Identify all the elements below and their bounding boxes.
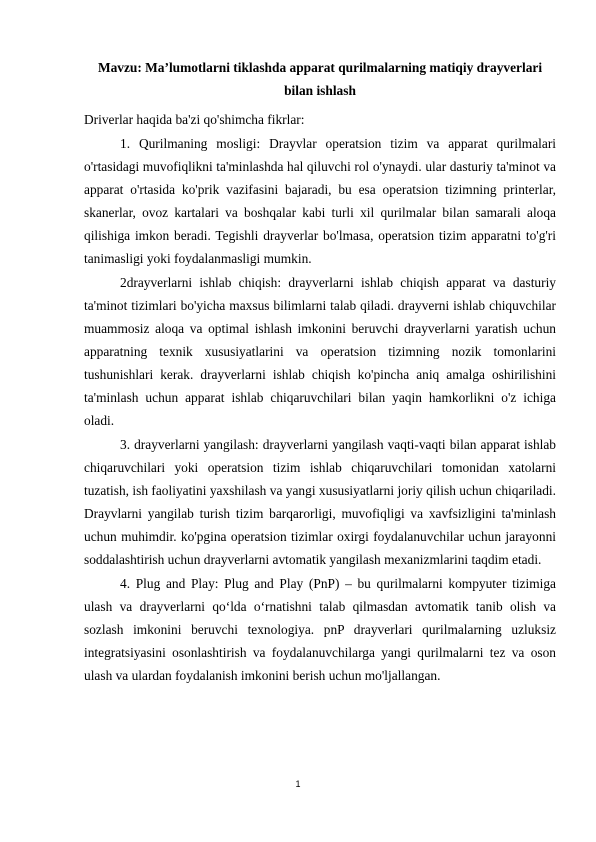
paragraph-2: 2drayverlarni ishlab chiqish: drayverlarni ishlab chiqish apparat va dasturiy ta'minot tizimlari bo'yicha maxsus bilimlarni talab qiladi. drayverni ishlab chiquvchilar muammosiz aloqa va optimal ishlash imkonini beruvchi drayverlarni yaratish uchun apparatning texnik xususiyatlarini va operatsion tizimning nozik tomonlarini tushunishlari kerak. drayverlarni ishlab chiqish ko'pincha aniq amalga oshirilishini ta'minlash uchun apparat ishlab chiqaruvchilari bilan yaqin hamkorlikni o'z ichiga oladi. (84, 275, 556, 428)
page-title: Mavzu: Ma’lumotlarni tiklashda apparat qurilmalarning matiqiy drayverlari bilan ishlash (97, 60, 543, 98)
intro-text: Driverlar haqida ba'zi qo'shimcha fikrlar: (84, 112, 305, 127)
page-number: 1 (295, 779, 301, 789)
paragraph-1: 1. Qurilmaning mosligi: Drayvlar operatsion tizim va apparat qurilmalari o'rtasidagi muvofiqlikni ta'minlashda hal qiluvchi rol o'ynaydi. ular dasturiy ta'minot va apparat o'rtasida ko'prik vazifasini bajaradi, bu esa operatsion tizimning printerlar, skanerlar, ovoz kartalari va boshqalar kabi turli xil qurilmalar bilan samarali aloqa qilishiga imkon beradi. Tegishli drayverlar bo'lmasa, operatsion tizim apparatni to'g'ri tanimasligi yoki foydalanmasligi mumkin. (84, 136, 556, 266)
document-body (84, 108, 556, 687)
paragraph-4: 4. Plug and Play: Plug and Play (PnP) – bu qurilmalarni kompyuter tizimiga ulash va drayverlarni qo‘lda o‘rnatishni talab qilmasdan avtomatik tanib olish va sozlash imkonini beruvchi texnologiya. pnP drayverlari qurilmalarning uzluksiz integratsiyasini osonlashtirish va foydalanuvchilarga yangi qurilmalarni tez va oson ulash va ulardan foydalanish imkonini berish uchun mo'ljallangan. (84, 576, 556, 683)
paragraph-3: 3. drayverlarni yangilash: drayverlarni yangilash vaqti-vaqti bilan apparat ishlab chiqaruvchilari yoki operatsion tizim ishlab chiqaruvchilari tomonidan xatolarni tuzatish, ish faoliyatini yaxshilash va yangi xususiyatlarni joriy qilish uchun chiqariladi. Drayvlarni yangilab turish tizim barqarorligi, muvofiqligi va xavfsizligini ta'minlash uchun muhimdir. ko'pgina operatsion tizimlar oxirgi foydalanuvchilar uchun jarayonni soddalashtirish uchun drayverlarni avtomatik yangilash mexanizmlarini taqdim etadi. (84, 437, 556, 567)
